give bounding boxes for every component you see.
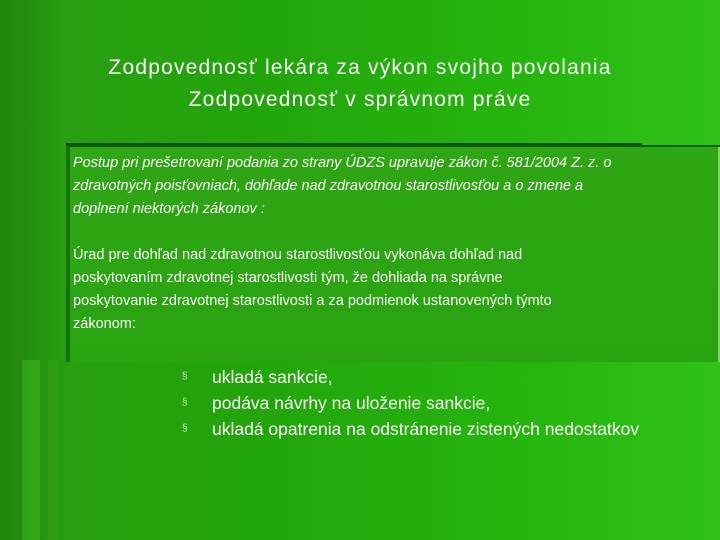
section-sign-icon: § <box>182 423 188 434</box>
paragraph2-line-2: poskytovaním zdravotnej starostlivosti tým, že dohliada na správne <box>73 270 503 286</box>
paragraph2-line-1: Úrad pre dohľad nad zdravotnou starostlivosťou vykonáva dohľad nad <box>73 247 523 263</box>
decorative-stripe <box>22 360 40 540</box>
paragraph1-prefix: Postup pri prešetrovaní podania zo strany ÚDZS upravuje z <box>73 155 456 171</box>
decorative-stripe-2 <box>48 360 58 540</box>
bullet-list <box>180 364 660 442</box>
title-line-1: Zodpovednosť lekára za výkon svojho povolania <box>108 56 612 79</box>
slide-title <box>0 52 720 116</box>
paragraph1-line-3: doplnení niektorých zákonov : <box>73 201 265 217</box>
title-line-2: Zodpovednosť v správnom práve <box>188 88 532 111</box>
paragraph2-line-3: poskytovanie zdravotnej starostlivosti a za podmienok ustanovených týmto <box>73 293 552 309</box>
section-sign-icon: § <box>182 371 188 382</box>
list-item <box>180 364 660 390</box>
law-reference: ákon č. 581/2004 Z. z. o <box>455 155 612 171</box>
section-sign-icon: § <box>182 397 188 408</box>
list-item-text: ukladá sankcie, <box>212 367 333 387</box>
list-item-text: podáva návrhy na uloženie sankcie, <box>212 393 491 413</box>
list-item <box>180 416 660 442</box>
paragraph-legal-basis <box>73 152 703 221</box>
list-item <box>180 390 660 416</box>
paragraph1-line-2: zdravotných poisťovniach, dohľade nad zdravotnou starostlivosťou a o zmene a <box>73 178 584 194</box>
paragraph-office-duties <box>73 244 703 336</box>
list-item-text: ukladá opatrenia na odstránenie zistených nedostatkov <box>212 419 640 439</box>
paragraph2-line-4: zákonom: <box>73 316 136 332</box>
